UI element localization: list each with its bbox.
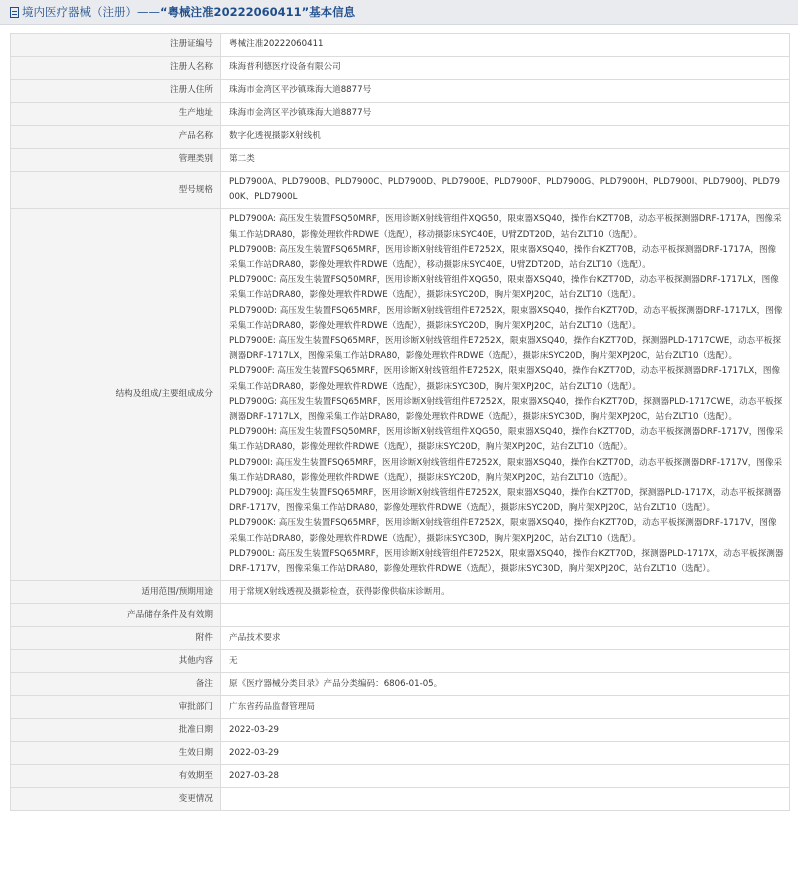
- row-production-address: [11, 103, 790, 126]
- value-registrant: 珠海普利德医疗设备有限公司: [221, 57, 790, 80]
- label-other: 其他内容: [11, 650, 221, 673]
- value-approval-date: 2022-03-29: [221, 719, 790, 742]
- row-registrant-address: [11, 80, 790, 103]
- structure-line-f: PLD7900F: 高压发生装置FSQ65MRF，医用诊断X射线管组件E7252X，限束器XSQ40，操作台KZT70D，动态平板探测器DRF-1717LX，图像采集工作站DRA80，影像处理软件RDWE（选配），摄影床SYC30D，胸片架XPJ20C，站台ZLT10（选配）。: [229, 366, 781, 392]
- value-remarks: 原《医疗器械分类目录》产品分类编码：6806-01-05。: [221, 673, 790, 696]
- registration-info-table: [10, 33, 790, 811]
- label-models: 型号规格: [11, 172, 221, 209]
- structure-line-k: PLD7900K: 高压发生装置FSQ65MRF，医用诊断X射线管组件E7252X，限束器XSQ40，操作台KZT70D，动态平板探测器DRF-1717V，图像采集工作站DRA80，影像处理软件RDWE（选配），摄影床SYC30D，胸片架XPJ20C，站台ZLT10（选配）。: [229, 518, 777, 544]
- value-authority: 广东省药品监督管理局: [221, 696, 790, 719]
- label-structure: 结构及组成/主要组成成分: [11, 209, 221, 581]
- label-remarks: 备注: [11, 673, 221, 696]
- title-quote-open: “: [160, 5, 168, 19]
- structure-line-d: PLD7900D: 高压发生装置FSQ65MRF，医用诊断X射线管组件E7252X，限束器XSQ40，操作台KZT70D，动态平板探测器DRF-1717LX，图像采集工作站DRA80，影像处理软件RDWE（选配），摄影床SYC20D，胸片架XPJ20C，站台ZLT10（选配）。: [229, 305, 783, 331]
- value-production-address: 珠海市金湾区平沙镇珠海大道8877号: [221, 103, 790, 126]
- value-storage: [221, 604, 790, 627]
- label-storage: 产品储存条件及有效期: [11, 604, 221, 627]
- row-effective-date: [11, 742, 790, 765]
- value-reg-no: 粤械注准20222060411: [221, 34, 790, 57]
- value-effective-date: 2022-03-29: [221, 742, 790, 765]
- value-scope: 用于常规X射线透视及摄影检查，获得影像供临床诊断用。: [221, 581, 790, 604]
- value-attachment: 产品技术要求: [221, 627, 790, 650]
- value-other: 无: [221, 650, 790, 673]
- label-production-address: 生产地址: [11, 103, 221, 126]
- label-attachment: 附件: [11, 627, 221, 650]
- structure-line-c: PLD7900C: 高压发生装置FSQ50MRF，医用诊断X射线管组件XQG50，限束器XSQ40，操作台KZT70D，动态平板探测器DRF-1717LX，图像采集工作站DRA80，影像处理软件RDWE（选配），摄影床SYC20D，胸片架XPJ20C，站台ZLT10（选配）。: [229, 275, 779, 301]
- label-reg-no: 注册证编号: [11, 34, 221, 57]
- label-changes: 变更情况: [11, 788, 221, 811]
- document-icon: [10, 7, 19, 18]
- label-registrant: 注册人名称: [11, 57, 221, 80]
- label-authority: 审批部门: [11, 696, 221, 719]
- row-storage: [11, 604, 790, 627]
- label-registrant-address: 注册人住所: [11, 80, 221, 103]
- title-quote-close: ”: [301, 5, 310, 19]
- row-other: [11, 650, 790, 673]
- page-title-bar: [0, 0, 798, 25]
- label-product-name: 产品名称: [11, 126, 221, 149]
- structure-line-i: PLD7900I: 高压发生装置FSQ65MRF，医用诊断X射线管组件E7252X，限束器XSQ40，操作台KZT70D，动态平板探测器DRF-1717V，图像采集工作站DRA80，影像处理软件RDWE（选配），摄影床SYC20D，胸片架XPJ20C，站台ZLT10（选配）。: [229, 457, 783, 483]
- value-structure: [221, 209, 790, 581]
- label-effective-date: 生效日期: [11, 742, 221, 765]
- structure-line-g: PLD7900G: 高压发生装置FSQ65MRF，医用诊断X射线管组件E7252X，限束器XSQ40，操作台KZT70D，探测器PLD-1717CWE，动态平板探测器DRF-1717LX，图像采集工作站DRA80，影像处理软件RDWE（选配），摄影床SYC30D，胸片架XPJ20C，站台ZLT10（选配）。: [229, 396, 783, 423]
- row-changes: [11, 788, 790, 811]
- row-attachment: [11, 627, 790, 650]
- row-structure: [11, 209, 790, 581]
- structure-line-l: PLD7900L: 高压发生装置FSQ65MRF，医用诊断X射线管组件E7252X，限束器XSQ40，操作台KZT70D，探测器PLD-1717X，动态平板探测器DRF-1717V，图像采集工作站DRA80，影像处理软件RDWE（选配），摄影床SYC30D，胸片架XPJ20C，站台ZLT10（选配）。: [229, 548, 784, 575]
- row-remarks: [11, 673, 790, 696]
- row-expiry-date: [11, 765, 790, 788]
- value-management-class: 第二类: [221, 149, 790, 172]
- structure-line-e: PLD7900E: 高压发生装置FSQ65MRF，医用诊断X射线管组件E7252X，限束器XSQ40，操作台KZT70D，探测器PLD-1717CWE，动态平板探测器DRF-1717LX，图像采集工作站DRA80，影像处理软件RDWE（选配），摄影床SYC20D，胸片架XPJ20C，站台ZLT10（选配）。: [229, 336, 781, 362]
- structure-line-a: PLD7900A: 高压发生装置FSQ50MRF，医用诊断X射线管组件XQG50，限束器XSQ40，操作台KZT70B，动态平板探测器DRF-1717A，图像采集工作站DRA80，影像处理软件RDWE（选配），移动摄影床SYC40E，U臂ZDT20D，站台ZLT10（选配）。: [229, 214, 782, 240]
- title-suffix: 基本信息: [309, 5, 356, 19]
- value-registrant-address: 珠海市金湾区平沙镇珠海大道8877号: [221, 80, 790, 103]
- structure-line-h: PLD7900H: 高压发生装置FSQ50MRF，医用诊断X射线管组件XQG50，限束器XSQ40，操作台KZT70D，动态平板探测器DRF-1717V，图像采集工作站DRA80，影像处理软件RDWE（选配），摄影床SYC20D，胸片架XPJ20C，站台ZLT10（选配）。: [229, 427, 784, 453]
- row-management-class: [11, 149, 790, 172]
- structure-line-j: PLD7900J: 高压发生装置FSQ65MRF，医用诊断X射线管组件E7252X，限束器XSQ40，操作台KZT70D，探测器PLD-1717X，动态平板探测器DRF-1717V，图像采集工作站DRA80，影像处理软件RDWE（选配），摄影床SYC20D，胸片架XPJ20C，站台ZLT10（选配）。: [229, 488, 782, 514]
- label-management-class: 管理类别: [11, 149, 221, 172]
- value-changes: [221, 788, 790, 811]
- label-approval-date: 批准日期: [11, 719, 221, 742]
- structure-line-b: PLD7900B: 高压发生装置FSQ65MRF，医用诊断X射线管组件E7252X，限束器XSQ40，操作台KZT70B，动态平板探测器DRF-1717A，图像采集工作站DRA80，影像处理软件RDWE（选配），移动摄影床SYC40E，U臂ZDT20D，站台ZLT10（选配）。: [229, 244, 777, 271]
- row-scope: [11, 581, 790, 604]
- row-approval-date: [11, 719, 790, 742]
- row-authority: [11, 696, 790, 719]
- row-reg-no: [11, 34, 790, 57]
- title-prefix: 境内医疗器械（注册）——: [22, 5, 160, 19]
- value-product-name: 数字化透视摄影X射线机: [221, 126, 790, 149]
- label-expiry-date: 有效期至: [11, 765, 221, 788]
- row-product-name: [11, 126, 790, 149]
- title-cert-number: 粤械注准20222060411: [167, 5, 302, 19]
- row-models: [11, 172, 790, 209]
- value-models: PLD7900A、PLD7900B、PLD7900C、PLD7900D、PLD7900E、PLD7900F、PLD7900G、PLD7900H、PLD7900I、PLD7900J、PLD7900K、PLD7900L: [221, 172, 790, 209]
- label-scope: 适用范围/预期用途: [11, 581, 221, 604]
- row-registrant: [11, 57, 790, 80]
- value-expiry-date: 2027-03-28: [221, 765, 790, 788]
